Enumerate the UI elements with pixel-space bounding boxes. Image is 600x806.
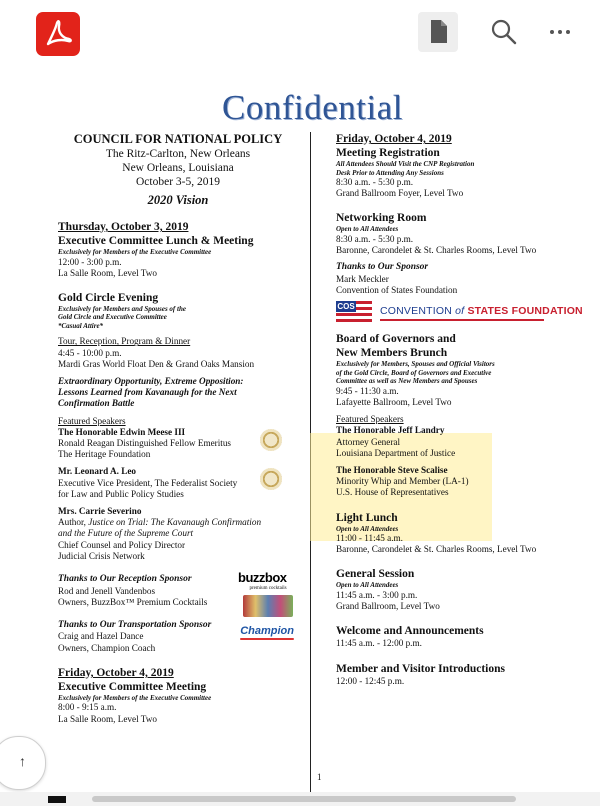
event-note: Open to All Attendees	[336, 524, 399, 533]
banner-word: CONVENTION	[380, 305, 453, 318]
event-note: Gold Circle and Executive Committee	[58, 313, 167, 322]
more-icon[interactable]	[542, 12, 582, 52]
horizontal-scrollbar[interactable]	[92, 796, 516, 802]
banner-word: of	[455, 305, 465, 318]
featured-speakers-label: Featured Speakers	[336, 414, 404, 425]
buzzbox-tagline: premium cocktails	[249, 586, 287, 592]
day-heading: Thursday, October 3, 2019	[58, 221, 189, 233]
page-gutter	[0, 70, 44, 792]
speaker-org: for Law and Public Policy Studies	[58, 488, 184, 499]
event-title: Light Lunch	[336, 511, 398, 524]
speaker-role: Minority Whip and Member (LA-1)	[336, 476, 469, 487]
speaker-name: The Honorable Steve Scalise	[336, 464, 448, 475]
day-heading: Friday, October 4, 2019	[58, 666, 174, 679]
event-time: 8:30 a.m. - 5:30 p.m.	[336, 177, 414, 187]
event-place: Grand Ballroom Foyer, Level Two	[336, 188, 464, 199]
event-title: Welcome and Announcements	[336, 625, 484, 638]
sponsor-names: Rod and Jenell Vandenbos	[58, 585, 156, 596]
event-place: Baronne, Carondelet & St. Charles Rooms, Level Two	[336, 544, 537, 555]
champion-wordmark: Champion	[240, 624, 294, 637]
speaker-name: The Honorable Jeff Landry	[336, 425, 445, 436]
speaker-entry	[58, 427, 298, 461]
event-note: Open to All Attendees	[336, 581, 399, 590]
sponsor-names: Craig and Hazel Dance	[58, 631, 144, 642]
banner-word: STATES	[467, 305, 509, 318]
speaker-name: The Honorable Edwin Meese III	[58, 426, 186, 437]
event-time: 9:45 - 11:30 a.m.	[336, 385, 399, 396]
speaker-entry	[58, 466, 298, 500]
event-place: La Salle Room, Level Two	[58, 267, 157, 278]
book-title: Justice on Trial: The Kavanaugh Confirmation	[88, 517, 262, 528]
speaker-name: Mrs. Carrie Severino	[58, 506, 142, 517]
event-place: Mardi Gras World Float Den & Grand Oaks Mansion	[58, 358, 255, 369]
speaker-org: Louisiana Department of Justice	[336, 447, 456, 458]
event-place: Lafayette Ballroom, Level Two	[336, 396, 452, 407]
sponsor-label: Thanks to Our Sponsor	[336, 262, 429, 273]
event-place: La Salle Room, Level Two	[58, 713, 157, 724]
event-time: 12:00 - 12:45 p.m.	[336, 675, 405, 686]
event-note: Exclusively for Members, Spouses and Official Visitors	[336, 360, 495, 369]
event-title: Meeting Registration	[336, 147, 440, 159]
page-thumb[interactable]	[48, 796, 66, 803]
city: New Orleans, Louisiana	[122, 162, 234, 174]
event-note: Committee as well as New Members and Spouses	[336, 377, 478, 386]
sponsor-label: Thanks to Our Reception Sponsor	[58, 574, 192, 585]
event-note: Exclusively for Members of the Executive Committee	[58, 693, 212, 702]
venue: The Ritz-Carlton, New Orleans	[105, 148, 251, 160]
event-title: General Session	[336, 568, 415, 581]
banner-underline	[380, 319, 544, 321]
org-name: COUNCIL FOR NATIONAL POLICY	[73, 132, 283, 146]
event-time: 4:45 - 10:00 p.m.	[58, 347, 122, 358]
speaker-role: Attorney General	[336, 436, 401, 447]
sponsor-company: Owners, BuzzBox™ Premium Cocktails	[58, 596, 208, 607]
theme: 2020 Vision	[147, 193, 209, 207]
right-column	[336, 132, 586, 687]
search-icon[interactable]	[484, 12, 524, 52]
event-title: Gold Circle Evening	[58, 291, 159, 304]
event-title: New Members Brunch	[336, 347, 448, 360]
day-heading: Friday, October 4, 2019	[336, 133, 452, 145]
product-image	[243, 595, 293, 617]
speaker-org: Judicial Crisis Network	[58, 550, 145, 561]
speaker-name: Mr. Leonard A. Leo	[58, 466, 137, 477]
event-note: Desk Prior to Attending Any Sessions	[336, 168, 444, 177]
event-title: Member and Visitor Introductions	[336, 662, 506, 675]
speaker-role	[58, 517, 298, 528]
confidential-stamp: Confidential	[222, 88, 403, 127]
event-time: 8:00 - 9:15 a.m.	[58, 702, 117, 713]
sponsor-entry	[58, 570, 298, 608]
event-title: Executive Committee Meeting	[58, 680, 207, 693]
pdf-acrobat-icon[interactable]	[36, 12, 80, 56]
document-header	[58, 132, 298, 208]
featured-speakers-label: Featured Speakers	[58, 415, 126, 426]
program-title: Confirmation Battle	[58, 398, 135, 409]
event-time: 8:30 a.m. - 5:30 p.m.	[336, 233, 414, 244]
event-title: Board of Governors and	[336, 333, 456, 346]
speaker-role: Ronald Reagan Distinguished Fellow Emeritus	[58, 438, 232, 449]
event-note: *Casual Attire*	[58, 321, 104, 330]
sponsor-entry	[58, 620, 298, 654]
event-note: All Attendees Should Visit the CNP Registration	[336, 160, 475, 168]
viewer-toolbar	[0, 0, 600, 71]
event-place: Grand Ballroom, Level Two	[336, 601, 440, 612]
sponsor-company: Convention of States Foundation	[336, 285, 458, 296]
event-note: of the Gold Circle, Board of Governors and Executive	[336, 368, 492, 377]
event-dates: October 3-5, 2019	[136, 176, 220, 188]
speaker-org: The Heritage Foundation	[58, 449, 151, 460]
bottom-bar	[0, 792, 600, 806]
speaker-role: Executive Vice President, The Federalist Society	[58, 477, 238, 488]
convention-of-states-banner	[336, 300, 586, 324]
swoosh-icon	[240, 638, 294, 640]
left-column	[58, 132, 298, 725]
cos-mark: COS	[337, 302, 355, 312]
buzzbox-logo	[238, 572, 298, 616]
event-time: 11:00 - 11:45 a.m.	[336, 533, 403, 544]
event-time: 12:00 - 3:00 p.m.	[58, 256, 122, 267]
event-note: Exclusively for Members of the Executive Committee	[58, 248, 212, 256]
event-time: 11:45 a.m. - 3:00 p.m.	[336, 589, 418, 600]
champion-logo	[240, 626, 294, 640]
page-number: 1	[317, 772, 322, 782]
speaker-role-prefix: Author,	[58, 517, 89, 528]
event-note: Exclusively for Members and Spouses of the	[58, 304, 186, 313]
program-title: Extraordinary Opportunity, Extreme Opposition:	[58, 376, 244, 387]
banner-text	[380, 306, 583, 317]
banner-word: FOUNDATION	[511, 305, 583, 318]
buzzbox-wordmark: buzzbox	[238, 570, 287, 586]
event-time: 11:45 a.m. - 12:00 p.m.	[336, 638, 422, 649]
book-title: and the Future of the Supreme Court	[58, 528, 194, 539]
event-title: Networking Room	[336, 212, 427, 225]
sponsor-names: Mark Meckler	[336, 273, 389, 284]
event-note: Open to All Attendees	[336, 225, 399, 234]
speaker-role: Chief Counsel and Policy Director	[58, 539, 186, 550]
speaker-org: U.S. House of Representatives	[336, 487, 449, 498]
sponsor-label: Thanks to Our Transportation Sponsor	[58, 619, 212, 630]
sponsor-company: Owners, Champion Coach	[58, 642, 156, 653]
event-place: Baronne, Carondelet & St. Charles Rooms, Level Two	[336, 245, 537, 256]
document-page	[44, 70, 600, 792]
event-title: Executive Committee Lunch & Meeting	[58, 235, 254, 247]
arrow-icon: ↑	[19, 753, 26, 769]
program-title: Lessons Learned from Kavanaugh for the Next	[58, 387, 237, 398]
event-subheading: Tour, Reception, Program & Dinner	[58, 336, 191, 347]
seal-icon	[260, 429, 282, 451]
file-icon[interactable]	[418, 12, 458, 52]
